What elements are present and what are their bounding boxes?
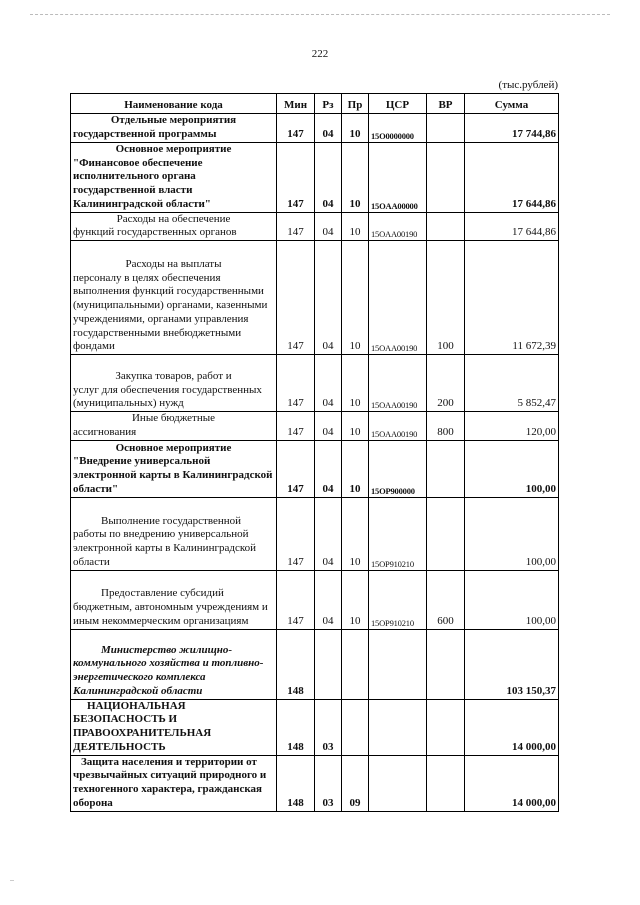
budget-table — [70, 93, 559, 812]
header-pr: Пр — [342, 94, 369, 114]
header-rz: Рз — [315, 94, 342, 114]
row-vr — [427, 497, 465, 570]
row-name: НАЦИОНАЛЬНАЯ БЕЗОПАСНОСТЬ И ПРАВООХРАНИТЕЛЬНАЯ ДЕЯТЕЛЬНОСТЬ — [71, 699, 277, 755]
row-rz: 04 — [315, 440, 342, 497]
row-min: 147 — [277, 142, 315, 212]
row-min: 148 — [277, 755, 315, 811]
row-sum: 14 000,00 — [465, 755, 559, 811]
row-pr: 10 — [342, 570, 369, 629]
row-csr: 15OAA00190 — [369, 412, 427, 441]
table-row — [71, 142, 559, 212]
row-sum: 17 744,86 — [465, 114, 559, 143]
row-csr: 15OAA00190 — [369, 355, 427, 412]
row-csr: 15OP900000 — [369, 440, 427, 497]
row-csr: 15OAA00190 — [369, 212, 427, 241]
table-row — [71, 755, 559, 811]
row-pr: 10 — [342, 412, 369, 441]
header-vr: ВР — [427, 94, 465, 114]
table-row — [71, 212, 559, 241]
row-min: 147 — [277, 212, 315, 241]
header-csr: ЦСР — [369, 94, 427, 114]
row-csr — [369, 629, 427, 699]
table-header-row — [71, 94, 559, 114]
row-min: 147 — [277, 570, 315, 629]
row-rz: 04 — [315, 497, 342, 570]
row-rz: 04 — [315, 114, 342, 143]
row-sum: 100,00 — [465, 497, 559, 570]
row-csr: 15OAA00190 — [369, 241, 427, 355]
row-rz: 03 — [315, 699, 342, 755]
table-row — [71, 570, 559, 629]
table-row — [71, 114, 559, 143]
row-name: Отдельные мероприятия государственной программы — [71, 114, 277, 143]
row-min: 147 — [277, 412, 315, 441]
table-row — [71, 440, 559, 497]
row-min: 147 — [277, 355, 315, 412]
row-sum: 5 852,47 — [465, 355, 559, 412]
row-csr: 15O0000000 — [369, 114, 427, 143]
row-vr — [427, 629, 465, 699]
row-vr — [427, 212, 465, 241]
row-pr: 10 — [342, 142, 369, 212]
row-csr — [369, 699, 427, 755]
row-sum: 17 644,86 — [465, 142, 559, 212]
row-rz: 04 — [315, 212, 342, 241]
row-pr — [342, 629, 369, 699]
row-min: 147 — [277, 440, 315, 497]
row-pr: 10 — [342, 241, 369, 355]
header-min: Мин — [277, 94, 315, 114]
row-rz: 04 — [315, 142, 342, 212]
row-min: 148 — [277, 629, 315, 699]
row-name: Выполнение государственной работы по внедрению универсальной электронной карты в Калининградской области — [71, 497, 277, 570]
row-sum: 17 644,86 — [465, 212, 559, 241]
table-row — [71, 497, 559, 570]
row-sum: 100,00 — [465, 570, 559, 629]
row-name: Министерство жилищно- коммунального хозяйства и топливно-энергетического комплекса Калининградской области — [71, 629, 277, 699]
row-name: Расходы на выплаты персоналу в целях обеспечения выполнения функций государственными (муниципальными) органами, казенными учреждениями, органами управления государственными внебюджетными фондами — [71, 241, 277, 355]
row-name: Защита населения и территории от чрезвычайных ситуаций природного и техногенного характера, гражданская оборона — [71, 755, 277, 811]
row-sum: 11 672,39 — [465, 241, 559, 355]
row-name: Закупка товаров, работ и услуг для обеспечения государственных (муниципальных) нужд — [71, 355, 277, 412]
row-min: 147 — [277, 114, 315, 143]
row-pr: 10 — [342, 212, 369, 241]
header-sum: Сумма — [465, 94, 559, 114]
row-vr — [427, 142, 465, 212]
row-min: 148 — [277, 699, 315, 755]
row-sum: 120,00 — [465, 412, 559, 441]
row-rz: 04 — [315, 355, 342, 412]
table-row — [71, 412, 559, 441]
row-pr: 09 — [342, 755, 369, 811]
header-name: Наименование кода — [71, 94, 277, 114]
row-pr: 10 — [342, 114, 369, 143]
row-name: Основное мероприятие "Внедрение универсальной электронной карты в Калининградской области" — [71, 440, 277, 497]
row-rz: 03 — [315, 755, 342, 811]
row-pr: 10 — [342, 440, 369, 497]
row-rz — [315, 629, 342, 699]
table-row — [71, 241, 559, 355]
page-number: 222 — [311, 48, 329, 60]
row-sum: 14 000,00 — [465, 699, 559, 755]
row-vr: 800 — [427, 412, 465, 441]
top-dashed-rule — [30, 14, 610, 15]
row-vr: 200 — [427, 355, 465, 412]
row-min: 147 — [277, 497, 315, 570]
row-min: 147 — [277, 241, 315, 355]
table-row — [71, 355, 559, 412]
row-sum: 100,00 — [465, 440, 559, 497]
row-name: Основное мероприятие "Финансовое обеспечение исполнительного органа государственной власти Калининградской области" — [71, 142, 277, 212]
units-label: (тыс.рублей) — [498, 79, 558, 91]
row-name: Предоставление субсидий бюджетным, автономным учреждениям и иным некоммерческим организациям — [71, 570, 277, 629]
row-rz: 04 — [315, 412, 342, 441]
row-vr — [427, 440, 465, 497]
row-csr: 15OAA00000 — [369, 142, 427, 212]
row-rz: 04 — [315, 241, 342, 355]
row-sum: 103 150,37 — [465, 629, 559, 699]
row-pr: 10 — [342, 497, 369, 570]
row-vr — [427, 755, 465, 811]
row-csr: 15OP910210 — [369, 570, 427, 629]
row-csr — [369, 755, 427, 811]
row-rz: 04 — [315, 570, 342, 629]
row-pr: 10 — [342, 355, 369, 412]
row-vr: 600 — [427, 570, 465, 629]
scan-mark — [10, 880, 14, 881]
row-vr: 100 — [427, 241, 465, 355]
row-vr — [427, 699, 465, 755]
row-name: Иные бюджетные ассигнования — [71, 412, 277, 441]
table-row — [71, 629, 559, 699]
row-name: Расходы на обеспечение функций государственных органов — [71, 212, 277, 241]
row-pr — [342, 699, 369, 755]
row-vr — [427, 114, 465, 143]
row-csr: 15OP910210 — [369, 497, 427, 570]
table-row — [71, 699, 559, 755]
